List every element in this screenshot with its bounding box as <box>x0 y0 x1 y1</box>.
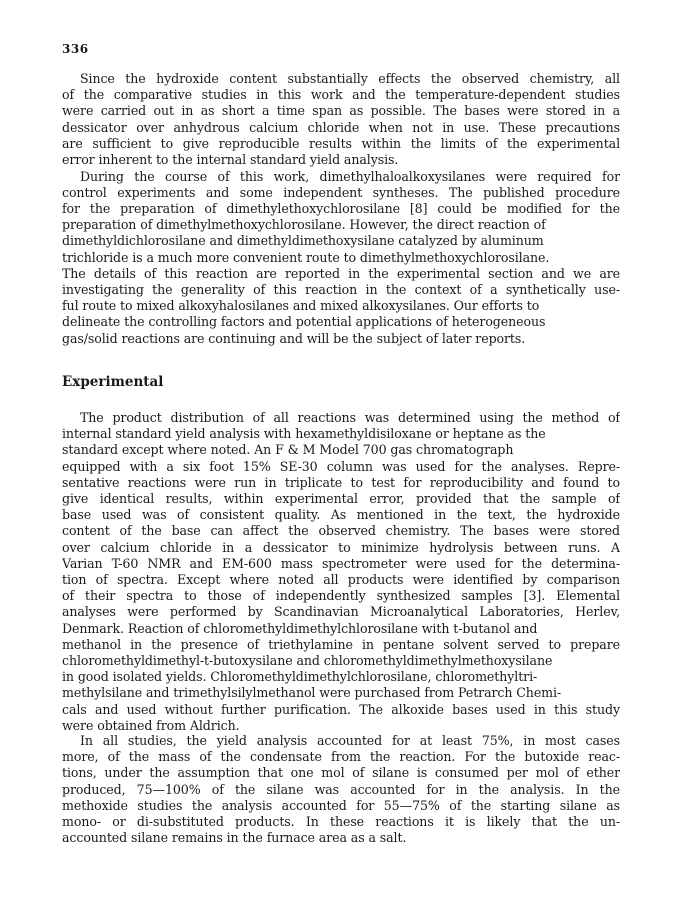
text-line: equipped with a six foot 15% SE-30 column was used for the analyses. Repre- <box>62 458 620 474</box>
text-line: tions, under the assumption that one mol of silane is consumed per mol of ether <box>62 765 620 781</box>
text-line: cals and used without further purification. The alkoxide bases used in this study <box>62 701 620 717</box>
text-line: mono- or di-substituted products. In these reactions it is likely that the un- <box>62 814 620 829</box>
text-line: tion of spectra. Except where noted all products were identified by comparison <box>62 572 620 587</box>
text-line: base used was of consistent quality. As mentioned in the text, the hydroxide <box>62 507 620 523</box>
text-line: accounted silane remains in the furnace area as a salt. <box>62 830 407 846</box>
text-line: chloromethyldimethyl-t-butoxysilane and chloromethyldimethylmethoxysilane <box>62 653 553 668</box>
text-line: methoxide studies the analysis accounted for 55—75% of the starting silane as <box>62 797 620 813</box>
text-line: dimethyldichlorosilane and dimethyldimethoxysilane catalyzed by aluminum <box>62 233 544 249</box>
text-line: in good isolated yields. Chloromethyldimethylchlorosilane, chloromethyltri- <box>62 669 538 685</box>
text-line: give identical results, within experimental error, provided that the sample of <box>62 491 620 506</box>
text-line: are sufficient to give reproducible results within the limits of the experimental <box>62 135 620 151</box>
text-line: internal standard yield analysis with hexamethyldisiloxane or heptane as the <box>62 426 546 442</box>
text-line: trichloride is a much more convenient route to dimethylmethoxychlorosilane. <box>62 249 550 265</box>
text-line: standard except where noted. An F & M Model 700 gas chromatograph <box>62 442 514 458</box>
page-number: 336 <box>62 42 89 56</box>
text-line: In all studies, the yield analysis accounted for at least 75%, in most cases <box>80 733 620 748</box>
text-line: of the comparative studies in this work and the temperature-dependent studies <box>62 87 620 103</box>
text-line: Varian T-60 NMR and EM-600 mass spectrometer were used for the determina- <box>62 555 620 571</box>
text-line: methanol in the presence of triethylamine in pentane solvent served to prepare <box>62 636 620 652</box>
text-line: Denmark. Reaction of chloromethyldimethylchlorosilane with t-butanol and <box>62 620 538 636</box>
text-line: During the course of this work, dimethylhaloalkoxysilanes were required for <box>80 168 620 184</box>
text-line: more, of the mass of the condensate from the reaction. For the butoxide reac- <box>62 749 620 765</box>
text-line: of their spectra to those of independently synthesized samples [3]. Elemental <box>62 588 620 604</box>
text-line: error inherent to the internal standard yield analysis. <box>62 152 399 167</box>
text-line: analyses were performed by Scandinavian Microanalytical Laboratories, Herlev, <box>62 604 620 620</box>
text-line: investigating the generality of this reaction in the context of a synthetically use- <box>62 281 620 297</box>
text-line: produced, 75—100% of the silane was accounted for in the analysis. In the <box>62 781 620 797</box>
text-line: were obtained from Aldrich. <box>62 717 240 733</box>
text-line: gas/solid reactions are continuing and will be the subject of later reports. <box>62 330 526 346</box>
text-line: delineate the controlling factors and potential applications of heterogeneous <box>62 314 546 330</box>
text-line: sentative reactions were run in triplicate to test for reproducibility and found to <box>62 474 620 490</box>
text-line: dessicator over anhydrous calcium chloride when not in use. These precautions <box>62 119 620 135</box>
text-line: were carried out in as short a time span as possible. The bases were stored in a <box>62 103 620 119</box>
text-line: ful route to mixed alkoxyhalosilanes and mixed alkoxysilanes. Our efforts to <box>62 298 540 314</box>
text-line: methylsilane and trimethylsilylmethanol were purchased from Petrarch Chemi- <box>62 685 562 701</box>
text-line: preparation of dimethylmethoxychlorosilane. However, the direct reaction of <box>62 217 546 233</box>
text-line: control experiments and some independent syntheses. The published procedure <box>62 184 620 200</box>
text-line: The details of this reaction are reported in the experimental section and we are <box>62 265 620 281</box>
text-line: Since the hydroxide content substantially effects the observed chemistry, all <box>80 71 620 86</box>
text-line: over calcium chloride in a dessicator to minimize hydrolysis between runs. A <box>62 539 620 555</box>
text-line: content of the base can affect the observed chemistry. The bases were stored <box>62 523 620 539</box>
section-heading: Experimental <box>62 374 164 390</box>
text-line: for the preparation of dimethylethoxychlorosilane [8] could be modified for the <box>62 200 620 216</box>
text-line: The product distribution of all reactions was determined using the method of <box>80 410 620 425</box>
